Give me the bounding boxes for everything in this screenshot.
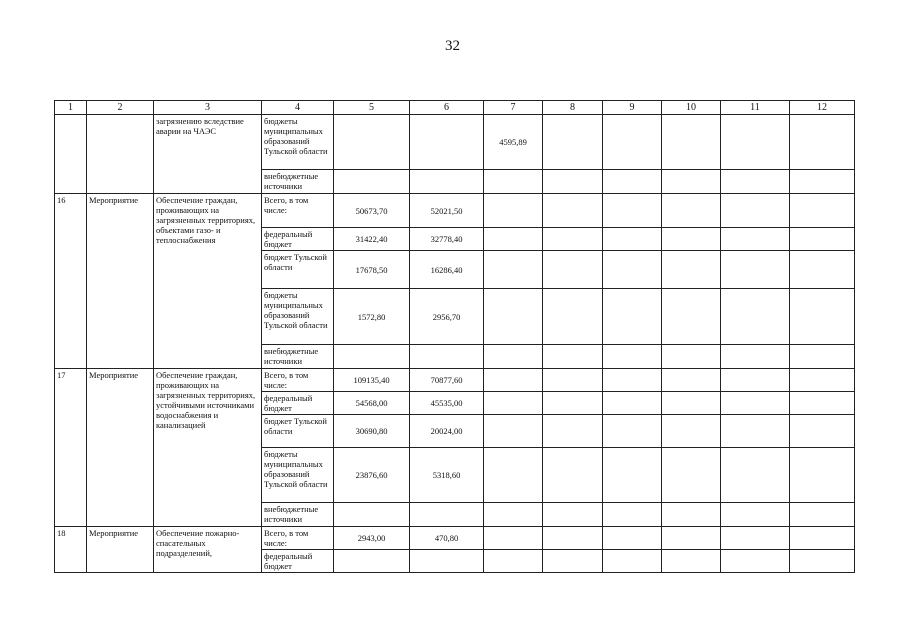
col-header: 12: [790, 101, 855, 115]
row-number: 17: [55, 369, 87, 527]
row-number: 18: [55, 527, 87, 573]
funding-source: бюджеты муниципальных образований Тульской области: [262, 289, 334, 345]
measure-name: Обеспечение граждан, проживающих на загрязненных территориях, объектами газо- и теплоснабжения: [154, 194, 262, 369]
col-header: 5: [334, 101, 410, 115]
value-col6: 52021,50: [410, 194, 484, 228]
value-col6: 5318,60: [410, 448, 484, 503]
measure-name: Обеспечение граждан, проживающих на загрязненных территориях, устойчивыми источниками водоснабжения и канализацией: [154, 369, 262, 527]
value-col6: 32778,40: [410, 228, 484, 251]
col-header: 6: [410, 101, 484, 115]
row-type: Мероприятие: [87, 369, 154, 527]
row-type: Мероприятие: [87, 194, 154, 369]
value-col5: 23876,60: [334, 448, 410, 503]
measure-name: Обеспечение пожарно-спасательных подразделений,: [154, 527, 262, 573]
value-col7: 4595,89: [484, 115, 543, 170]
table-row: [55, 115, 855, 170]
value-col5: 109135,40: [334, 369, 410, 392]
row-type: Мероприятие: [87, 527, 154, 573]
budget-table: [54, 100, 855, 573]
col-header: 8: [543, 101, 603, 115]
row-number: 16: [55, 194, 87, 369]
table-row: [55, 194, 855, 228]
funding-source: бюджет Тульской области: [262, 251, 334, 289]
col-header: 10: [662, 101, 721, 115]
funding-source: федеральный бюджет: [262, 228, 334, 251]
row-type: [87, 115, 154, 194]
funding-source: федеральный бюджет: [262, 392, 334, 415]
table-row: [55, 527, 855, 550]
funding-source: Всего, в том числе:: [262, 369, 334, 392]
page-number: 32: [445, 38, 460, 54]
value-col5: [334, 115, 410, 170]
col-header: 9: [603, 101, 662, 115]
col-header: 11: [721, 101, 790, 115]
col-header: 3: [154, 101, 262, 115]
value-col6: 45535,00: [410, 392, 484, 415]
value-col5: 54568,00: [334, 392, 410, 415]
funding-source: бюджеты муниципальных образований Тульской области: [262, 115, 334, 170]
value-col5: 1572,80: [334, 289, 410, 345]
funding-source: Всего, в том числе:: [262, 527, 334, 550]
value-col6: 470,80: [410, 527, 484, 550]
value-col5: 50673,70: [334, 194, 410, 228]
measure-name: загрязнению вследствие аварии на ЧАЭС: [154, 115, 262, 194]
value-col6: 70877,60: [410, 369, 484, 392]
funding-source: бюджет Тульской области: [262, 415, 334, 448]
column-header-row: [55, 101, 855, 115]
col-header: 4: [262, 101, 334, 115]
funding-source: внебюджетные источники: [262, 503, 334, 527]
funding-source: внебюджетные источники: [262, 170, 334, 194]
funding-source: бюджеты муниципальных образований Тульской области: [262, 448, 334, 503]
table-row: [55, 369, 855, 392]
col-header: 7: [484, 101, 543, 115]
col-header: 2: [87, 101, 154, 115]
funding-source: Всего, в том числе:: [262, 194, 334, 228]
funding-source: федеральный бюджет: [262, 550, 334, 573]
value-col6: 16286,40: [410, 251, 484, 289]
row-number: [55, 115, 87, 194]
value-col6: 20024,00: [410, 415, 484, 448]
col-header: 1: [55, 101, 87, 115]
value-col6: [410, 115, 484, 170]
funding-source: внебюджетные источники: [262, 345, 334, 369]
value-col5: 2943,00: [334, 527, 410, 550]
value-col5: 30690,80: [334, 415, 410, 448]
value-col5: 17678,50: [334, 251, 410, 289]
value-col6: 2956,70: [410, 289, 484, 345]
value-col5: 31422,40: [334, 228, 410, 251]
